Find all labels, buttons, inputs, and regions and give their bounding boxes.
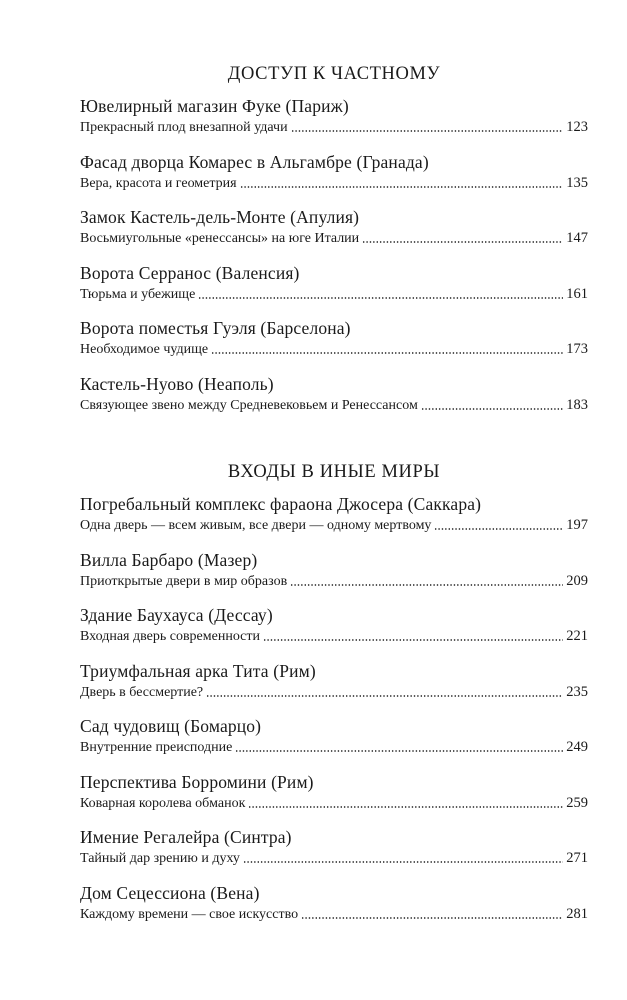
toc-entry[interactable] (80, 95, 588, 151)
entry-subtitle: Входная дверь современности (80, 629, 261, 644)
entry-title: Фасад дворца Комарес в Альгамбре (Гранада) (80, 151, 429, 172)
toc-entry[interactable] (80, 493, 588, 549)
page-number: 135 (566, 174, 588, 191)
entry-subtitle: Коварная королева обманок (80, 795, 246, 811)
section-title: ДОСТУП К ЧАСТНОМУ (227, 64, 441, 84)
dot-leader (248, 805, 563, 809)
page-number: 123 (566, 119, 588, 135)
entry-title: Имение Регалейра (Синтра) (80, 827, 292, 847)
entry-subtitle: Каждому времени — свое искусство (80, 906, 299, 922)
entry-subtitle: Восьмиугольные «ренессансы» на юге Италии (80, 231, 360, 246)
toc-entry[interactable] (80, 604, 588, 660)
dot-leader (301, 916, 563, 920)
toc-entry[interactable] (80, 262, 588, 318)
dot-leader (206, 694, 563, 698)
entry-line (80, 626, 588, 646)
entry-title: Погребальный комплекс фараона Джосера (Саккара) (80, 494, 482, 514)
page-number: 221 (566, 628, 588, 644)
entry-title: Ворота Серранос (Валенсия) (80, 262, 300, 283)
dot-leader (243, 860, 563, 864)
dot-leader (235, 749, 563, 753)
entry-subtitle: Внутренние преисподние (80, 740, 233, 755)
entry-title: Триумфальная арка Тита (Рим) (80, 660, 316, 681)
page-number: 197 (566, 517, 588, 533)
entry-line (80, 395, 588, 415)
entry-title: Вилла Барбаро (Мазер) (80, 549, 258, 570)
page-number: 235 (566, 683, 588, 700)
toc-section-other-worlds (80, 460, 588, 937)
page-number: 259 (566, 794, 588, 811)
entry-subtitle: Прекрасный плод внезапной удачи (80, 120, 288, 135)
dot-leader (362, 240, 563, 244)
page-number: 209 (566, 572, 588, 589)
entry-subtitle: Приоткрытые двери в мир образов (80, 573, 288, 589)
page-number: 249 (566, 739, 588, 755)
toc-entry[interactable] (80, 660, 588, 716)
page-number: 281 (566, 905, 588, 922)
entry-title: Кастель-Нуово (Неаполь) (80, 373, 274, 394)
toc-section-private-access (80, 62, 588, 428)
page-number: 147 (566, 230, 588, 246)
toc-entry[interactable] (80, 549, 588, 605)
entry-line (80, 682, 588, 702)
entry-subtitle: Одна дверь — всем живым, все двери — одному мертвому (80, 518, 432, 533)
entry-line (80, 228, 588, 248)
page-number: 173 (566, 341, 588, 357)
dot-leader (290, 583, 563, 587)
dot-leader (211, 351, 563, 355)
toc-entry[interactable] (80, 715, 588, 771)
entry-subtitle: Дверь в бессмертие? (80, 684, 204, 700)
entry-line (80, 117, 588, 137)
toc-entry[interactable] (80, 206, 588, 262)
entry-title: Замок Кастель-дель-Монте (Апулия) (80, 207, 360, 227)
entry-line (80, 793, 588, 813)
entry-title: Ворота поместья Гуэля (Барселона) (80, 318, 351, 338)
entry-subtitle: Необходимое чудище (80, 342, 209, 357)
entry-subtitle: Тайный дар зрению и духу (80, 851, 240, 866)
entry-subtitle: Связующее звено между Средневековьем и Ренессансом (80, 397, 418, 413)
page-number: 161 (566, 285, 588, 302)
dot-leader (240, 185, 564, 189)
dot-leader (263, 638, 563, 642)
entry-title: Дом Сецессиона (Вена) (80, 882, 260, 903)
toc-entry[interactable] (80, 317, 588, 373)
page-number: 183 (566, 396, 588, 413)
dot-leader (291, 129, 564, 133)
toc-entry[interactable] (80, 151, 588, 207)
entry-line (80, 284, 588, 304)
entry-line (80, 515, 588, 535)
dot-leader (198, 296, 563, 300)
entry-subtitle: Вера, красота и геометрия (80, 175, 237, 191)
section-title: ВХОДЫ В ИНЫЕ МИРЫ (227, 462, 441, 482)
entry-title: Перспектива Борромини (Рим) (80, 771, 314, 792)
toc-entry[interactable] (80, 373, 588, 429)
toc-entry[interactable] (80, 882, 588, 938)
dot-leader (434, 527, 563, 531)
entry-subtitle: Тюрьма и убежище (80, 286, 196, 302)
page-number: 271 (566, 850, 588, 866)
entry-title: Здание Баухауса (Дессау) (80, 605, 273, 625)
entry-line (80, 904, 588, 924)
entry-line (80, 848, 588, 868)
entry-line (80, 571, 588, 591)
entry-line (80, 737, 588, 757)
toc-entry[interactable] (80, 771, 588, 827)
dot-leader (421, 407, 563, 411)
entry-line (80, 339, 588, 359)
entry-title: Сад чудовищ (Бомарцо) (80, 716, 262, 736)
toc-entry[interactable] (80, 826, 588, 882)
entry-line (80, 173, 588, 193)
entry-title: Ювелирный магазин Фуке (Париж) (80, 96, 349, 116)
